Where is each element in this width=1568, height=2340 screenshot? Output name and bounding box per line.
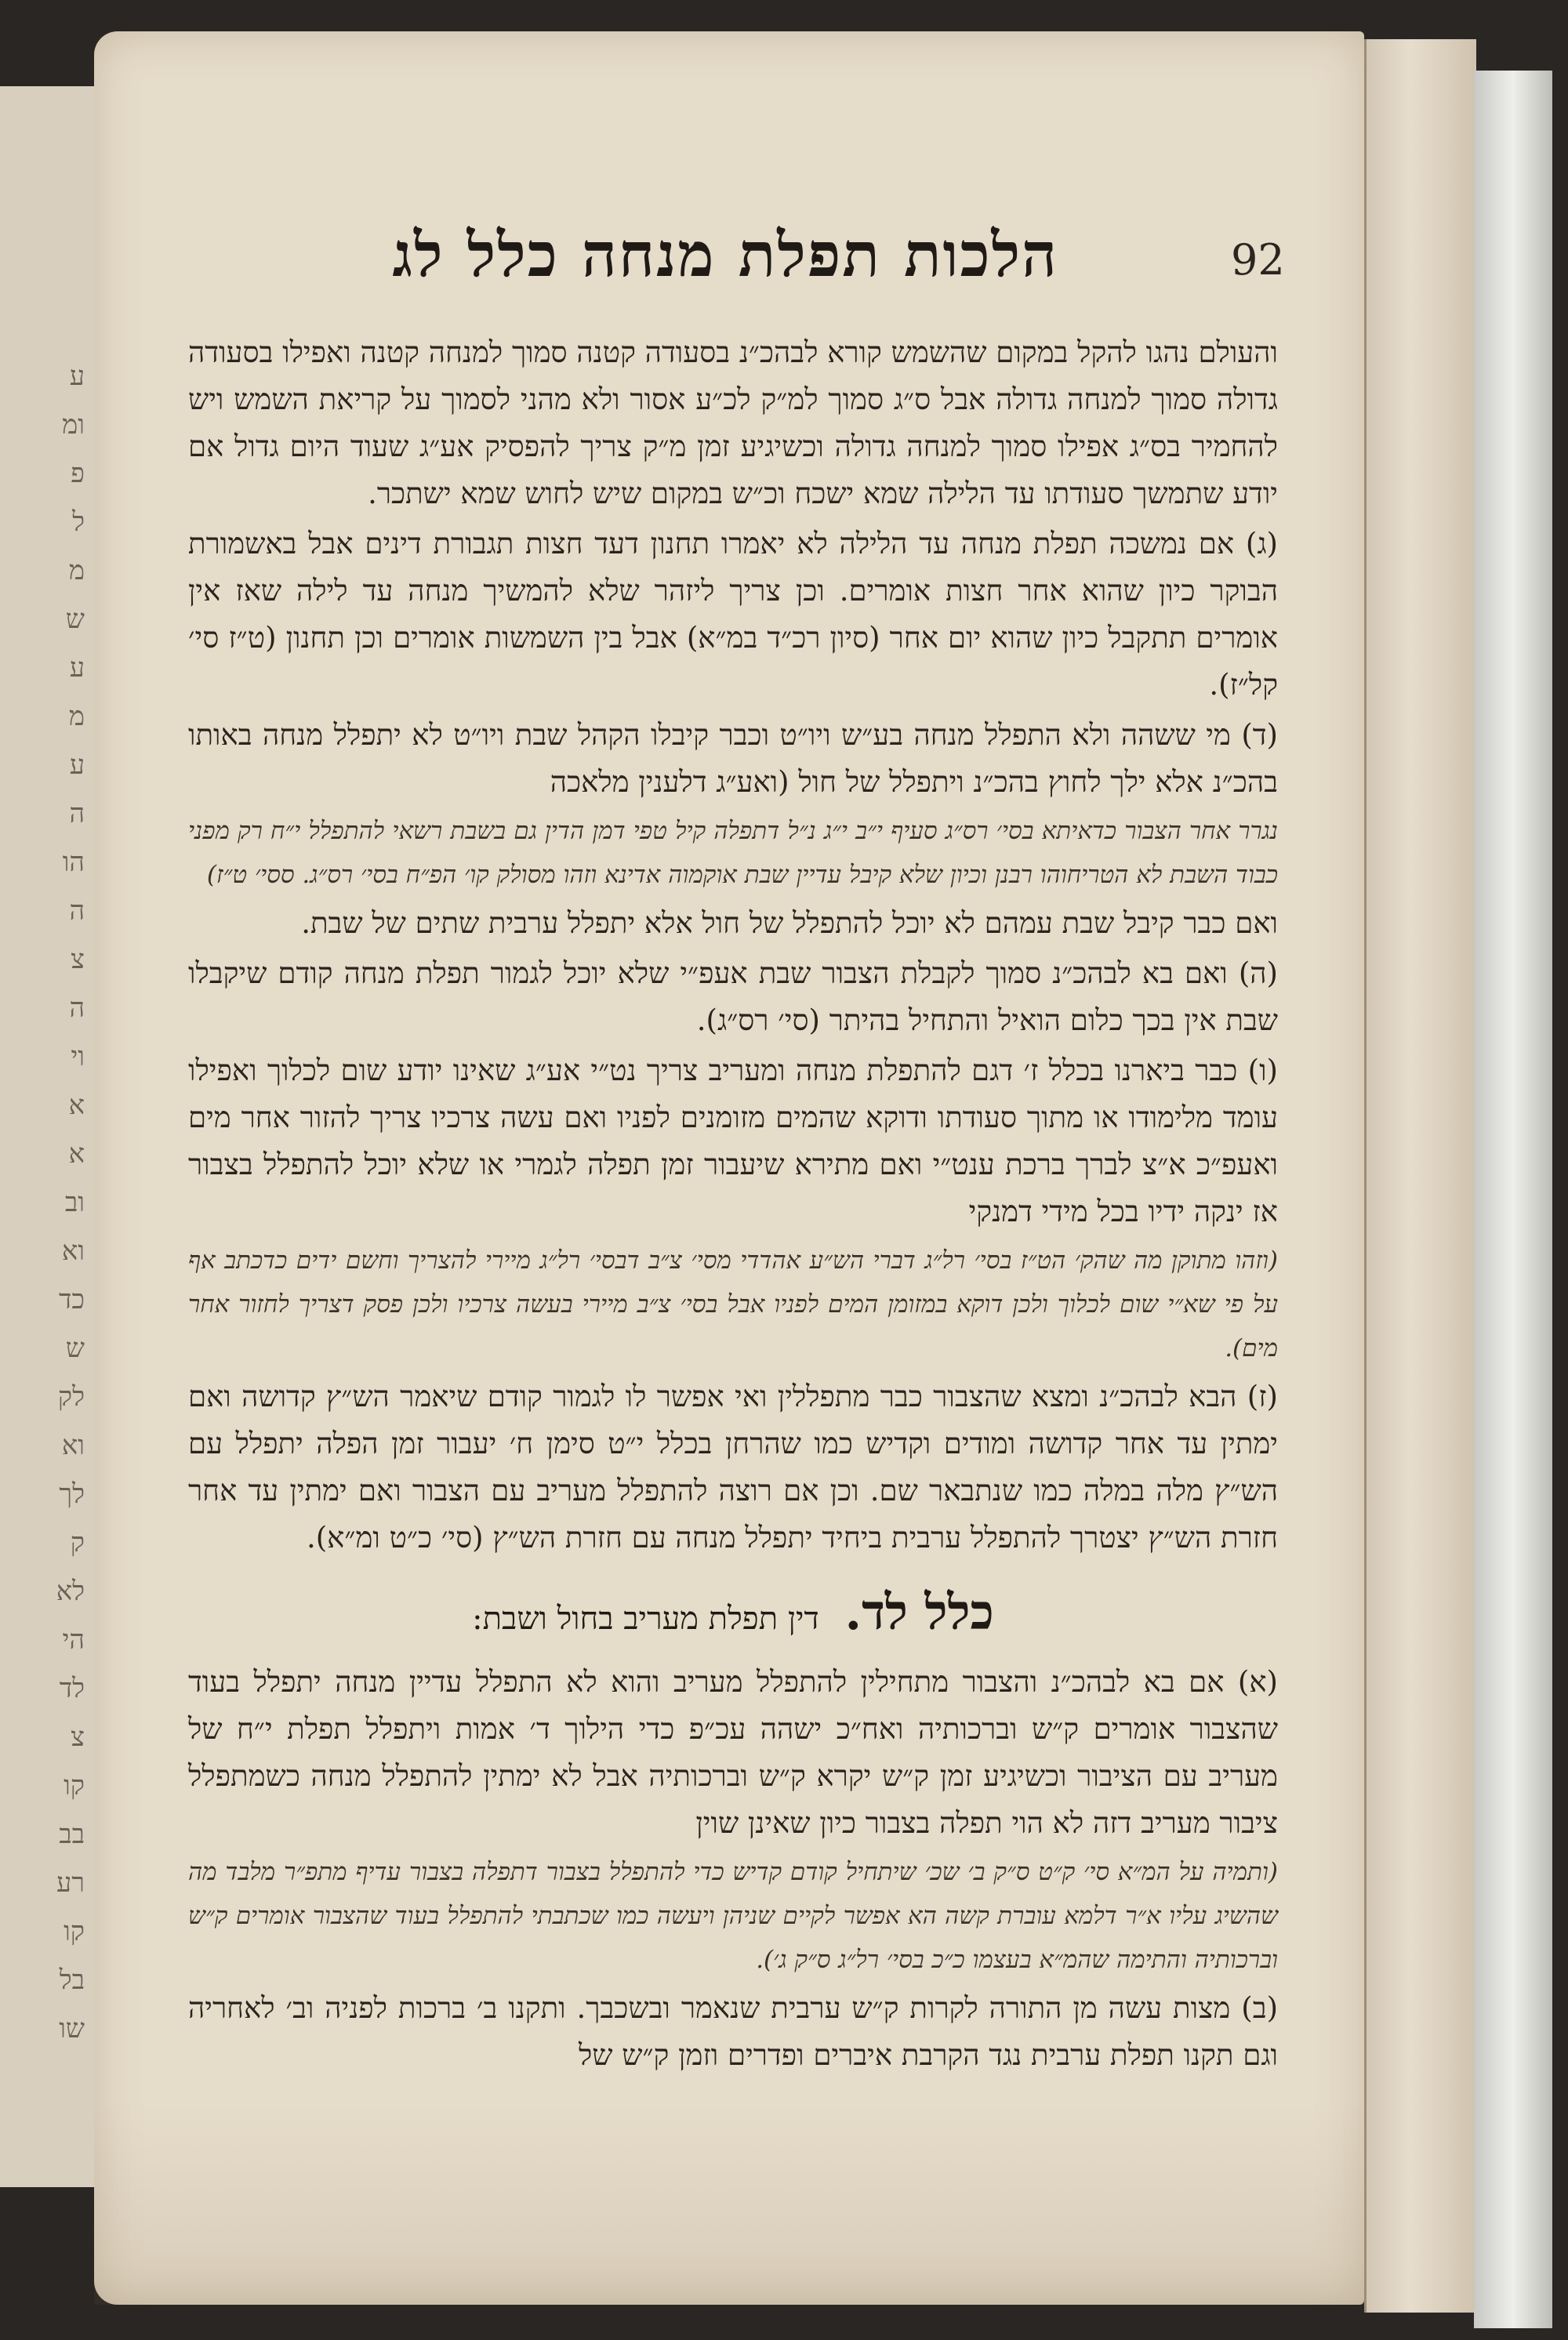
paragraph: (ה) ואם בא לבהכ״נ סמוך לקבלת הצבור שבת אעפ״י שלא יוכל לגמור תפלת מנחה קודם שיקבלו שבת אין בכך כלום הואיל והתחיל בהיתר (סי׳ רס״ג).: [188, 956, 1278, 1037]
paragraph: (ג) אם נמשכה תפלת מנחה עד הלילה לא יאמרו תחנון דעד חצות תגבורת דינים אבל באשמורת הבוקר כיון שהוא אחר חצות אומרים. וכן צריך ליזהר שלא להמשיך מנחה עד לילה שאז אין אומרים תתקבל כיון שהוא יום אחר (סיון רכ״ד במ״א) אבל בין השמשות אומרים וכן תחנון (ט״ז סי׳ קל״ז).: [188, 527, 1278, 702]
section-heading: [188, 1584, 1278, 1642]
left-page-fragment: ש: [65, 604, 85, 635]
book-cover-edge: [1474, 71, 1552, 2328]
page-shading: [94, 2101, 1364, 2305]
page-number: 92: [1231, 235, 1285, 285]
left-page-fragment: א: [68, 1138, 85, 1170]
paragraph: (ו) כבר ביארנו בכלל ז׳ דגם להתפלת מנחה ומעריב צריך נט״י אע״ג שאינו יודע שום לכלוך ואפילו עומד מלימודו או מתוך סעודתו ודוקא שהמים מזומנים לפניו ואם עשה צרכיו צריך להזור אחר מים ואעפ״כ א״צ לברך ברכת ענט״י ואם מתירא שיעבור זמן תפלה לגמרי או שלא יוכל להתפלל בצבור אז ינקה ידיו בכל מידי דמנקי: [188, 1054, 1278, 1228]
paragraph: (וזהו מתוקן מה שהק׳ הט״ז בסי׳ רל״ג דברי הש״ע אהדדי מסי׳ צ״ב דבסי׳ רל״ג מיירי להצריך וחשם ידים כדכתב אף על פי שא״י שום לכלוך ולכן דוקא במזומן המים לפניו אבל בסי׳ צ״ב מיירי בעשה צרכיו ולכן פסק דצריך לחזור אחר מים).: [188, 1246, 1278, 1362]
running-title: הלכות תפלת מנחה כלל לג: [392, 219, 1058, 291]
left-page-fragment: ה: [69, 992, 85, 1024]
section-heading-text: דין תפלת מעריב בחול ושבת:: [472, 1601, 819, 1637]
left-page-fragment: כד: [59, 1284, 85, 1315]
left-page-fragment: מ: [68, 555, 85, 586]
left-page-fragment: הו: [62, 847, 85, 878]
left-page-fragment: ל: [72, 506, 85, 538]
paragraphs-after: [188, 1659, 1278, 2079]
left-page-fragment: קו: [64, 1916, 85, 1947]
left-page-fragment: לד: [59, 1673, 85, 1704]
left-page-fragment: ש: [65, 1333, 85, 1364]
left-page-fragment: ומ: [62, 409, 85, 441]
section-heading-number: כלל לד.: [844, 1584, 994, 1641]
book-page-edges: [1364, 39, 1476, 2313]
left-page-fragment: לק: [57, 1381, 85, 1413]
book-page: [94, 31, 1364, 2305]
left-page-fragment: רע: [56, 1867, 85, 1899]
page-header: [172, 212, 1286, 306]
left-page-fragment: וב: [64, 1187, 85, 1218]
left-page-fragment: ע: [69, 361, 85, 392]
left-page-fragment: שו: [59, 2013, 85, 2044]
left-page-fragment: צ: [71, 1721, 85, 1753]
left-page-fragment: ע: [69, 652, 85, 684]
left-page-fragment: צ: [71, 944, 85, 975]
paragraph: (א) אם בא לבהכ״נ והצבור מתחילין להתפלל מעריב והוא לא התפלל עדיין מנחה יתפלל בעוד שהצבור אומרים ק״ש וברכותיה ואח״כ ישהה עכ״פ כדי הילוך ד׳ אמות ויתפלל תפלת י״ח של מעריב עם הציבור וכשיגיע זמן ק״ש יקרא ק״ש וברכותיה אבל לא ימתין להתפלל מנחה כשמתפלל ציבור מעריב דזה לא הוי תפלה בצבור כיון שאינן שוין: [188, 1665, 1278, 1840]
left-page-edge: [0, 86, 99, 2187]
left-page-fragment: קו: [64, 1770, 85, 1801]
paragraph: (ז) הבא לבהכ״נ ומצא שהצבור כבר מתפללין ואי אפשר לו לגמור קודם שיאמר הש״ץ קדושה ואם ימתין עד אחר קדושה ומודים וקדיש כמו שהרחן בכלל י״ט סימן ח׳ יעבור זמן הפלה יתפלל עם הש״ץ מלה במלה כמו שנתבאר שם. וכן אם רוצה להתפלל מעריב עם הצבור ואם ימתין עד אחר חזרת הש״ץ יצטרך להתפלל ערבית ביחיד יתפלל מנחה עם חזרת הש״ץ (סי׳ כ״ט ומ״א).: [188, 1380, 1278, 1555]
left-page-fragment: ק: [70, 1527, 85, 1558]
left-page-fragment: בב: [59, 1819, 85, 1850]
left-page-fragment: פ: [71, 458, 85, 489]
left-page-fragment: בל: [59, 1965, 85, 1996]
paragraph: (ד) מי ששהה ולא התפלל מנחה בע״ש ויו״ט וכבר קיבלו הקהל שבת ויו״ט לא יתפלל מנחה באותו בהכ״נ אלא ילך לחוץ בהכ״נ ויתפלל של חול (ואע״ג דלענין מלאכה: [188, 718, 1278, 799]
paragraph: ואם כבר קיבל שבת עמהם לא יוכל להתפלל של חול אלא יתפלל ערבית שתים של שבת.: [301, 906, 1278, 940]
left-page-fragment: וא: [61, 1235, 85, 1267]
page-body: [188, 329, 1278, 2082]
left-page-fragment: ה: [69, 798, 85, 829]
paragraph: נגרר אחר הצבור כדאיתא בסי׳ רס״ג סעיף י״ב י״ג נ״ל דתפלה קיל טפי דמן הדין גם בשבת רשאי להתפלל י״ח רק מפני כבוד השבת לא הטריחוהו רבנן וכיון שלא קיבל עדיין שבת אוקמוה אדינא וזהו מסולק קו׳ הפ״ח בסי׳ רס״ג. ססי׳ ט״ז): [188, 817, 1278, 889]
left-page-fragment: א: [68, 1090, 85, 1121]
paragraph: (ותמיה על המ״א סי׳ ק״ט ס״ק ב׳ שכ׳ שיתחיל קודם קדיש כדי להתפלל בצבור דתפלה בצבור עדיף מתפ״ר מלבד מה שהשיג עליו א״ר דלמא עוברת קשה הא אפשר לקיים שניהן ויעשה כמו שכתבתי להתפלל בעוד שהצבור אומרים ק״ש וברכותיה והתימה שהמ״א בעצמו כ״כ בסי׳ רל״ג ס״ק ג׳).: [188, 1858, 1278, 1974]
paragraphs-before: [188, 329, 1278, 1562]
paragraph: (ב) מצות עשה מן התורה לקרות ק״ש ערבית שנאמר ובשכבך. ותקנו ב׳ ברכות לפניה וב׳ לאחריה וגם תקנו תפלת ערבית נגד הקרבת איברים ופדרים וזמן ק״ש של: [188, 1991, 1278, 2072]
left-page-fragment: לך: [59, 1478, 85, 1510]
left-page-fragment: לא: [56, 1576, 85, 1607]
left-page-fragment: וא: [61, 1430, 85, 1461]
left-page-fragment: הי: [62, 1624, 85, 1656]
left-page-fragment: ה: [69, 895, 85, 927]
paragraph: והעולם נהגו להקל במקום שהשמש קורא לבהכ״נ בסעודה קטנה סמוך למנחה קטנה ואפילו בסעודה גדולה סמוך למנחה גדולה אבל ס״ג סמוך למ״ק לכ״ע אסור ולא מהני לסמוך על קריאת השמש ויש להחמיר בס״ג אפילו סמוך למנחה גדולה וכשיגיע זמן מ״ק צריך להפסיק אע״ג שעוד היום גדול אם יודע שתמשך סעודתו עד הלילה שמא ישכח וכ״ש במקום שיש לחוש שמא ישתכר.: [188, 336, 1278, 510]
left-page-fragment: מ: [68, 701, 85, 732]
left-page-fragment: וי: [71, 1041, 85, 1072]
left-page-fragment: ע: [69, 749, 85, 781]
